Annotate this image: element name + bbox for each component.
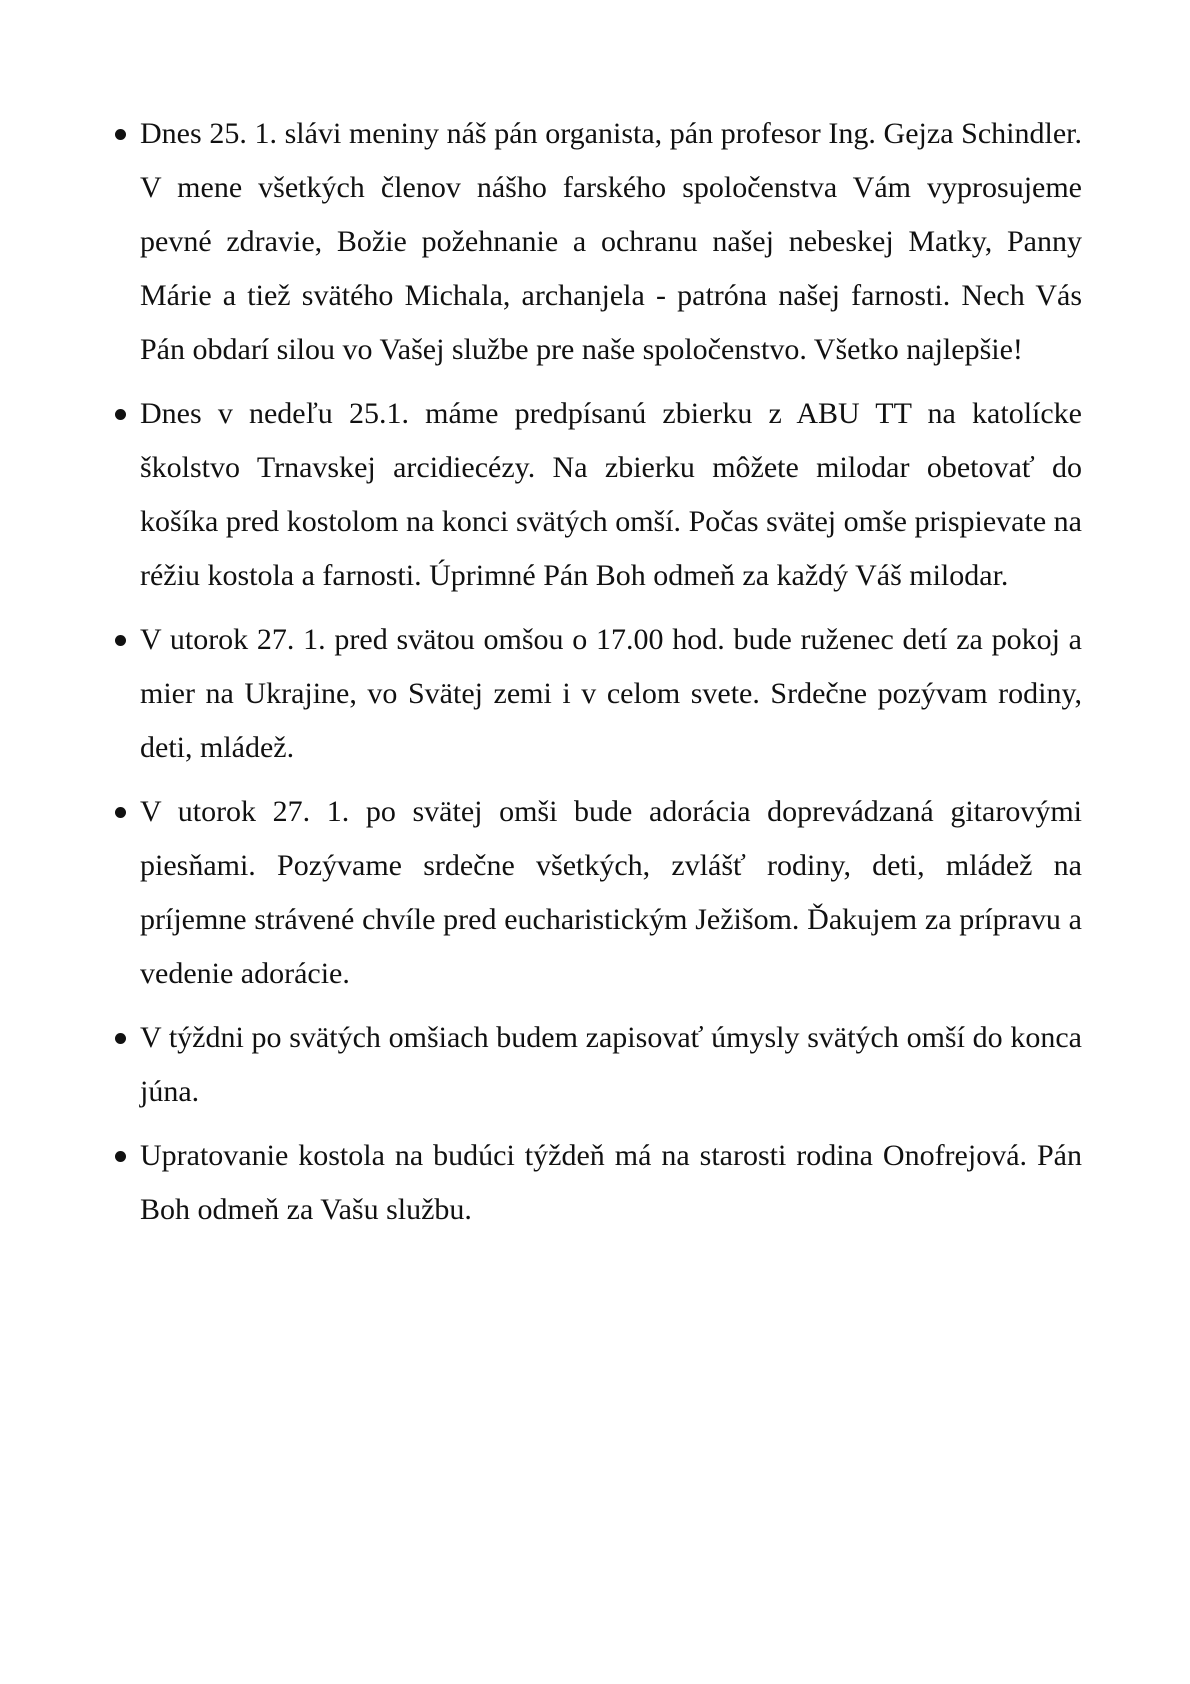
announcement-text: V utorok 27. 1. pred svätou omšou o 17.00 hod. bude ruženec detí za pokoj a mier na Ukrajine, vo Svätej zemi i v celom svete. Srdečne pozývam rodiny, deti, mládež. bbox=[140, 623, 1082, 764]
announcement-item bbox=[140, 1129, 1082, 1237]
bullet-icon bbox=[115, 1033, 126, 1044]
announcement-item bbox=[140, 387, 1082, 603]
announcement-text: V týždni po svätých omšiach budem zapisovať úmysly svätých omší do konca júna. bbox=[140, 1021, 1082, 1108]
announcement-text: Dnes 25. 1. slávi meniny náš pán organista, pán profesor Ing. Gejza Schindler. V mene všetkých členov nášho farského spoločenstva Vám vyprosujeme pevné zdravie, Božie požehnanie a ochranu našej nebeskej Matky, Panny Márie a tiež svätého Michala, archanjela - patróna našej farnosti. Nech Vás Pán obdarí silou vo Vašej službe pre naše spoločenstvo. Všetko najlepšie! bbox=[140, 117, 1082, 366]
bullet-icon bbox=[115, 409, 126, 420]
announcement-text: V utorok 27. 1. po svätej omši bude adorácia doprevádzaná gitarovými piesňami. Pozývame srdečne všetkých, zvlášť rodiny, deti, mládež na príjemne strávené chvíle pred eucharistickým Ježišom. Ďakujem za prípravu a vedenie adorácie. bbox=[140, 795, 1082, 990]
announcement-item bbox=[140, 785, 1082, 1001]
bullet-icon bbox=[115, 635, 126, 646]
bullet-icon bbox=[115, 1151, 126, 1162]
bullet-icon bbox=[115, 807, 126, 818]
announcement-text: Upratovanie kostola na budúci týždeň má na starosti rodina Onofrejová. Pán Boh odmeň za Vašu službu. bbox=[140, 1139, 1082, 1226]
announcement-item bbox=[140, 107, 1082, 377]
bullet-icon bbox=[115, 129, 126, 140]
announcement-list bbox=[140, 107, 1082, 1247]
announcement-item bbox=[140, 613, 1082, 775]
announcement-item bbox=[140, 1011, 1082, 1119]
announcement-text: Dnes v nedeľu 25.1. máme predpísanú zbierku z ABU TT na katolícke školstvo Trnavskej arcidiecézy. Na zbierku môžete milodar obetovať do košíka pred kostolom na konci svätých omší. Počas svätej omše prispievate na réžiu kostola a farnosti. Úprimné Pán Boh odmeň za každý Váš milodar. bbox=[140, 397, 1082, 592]
